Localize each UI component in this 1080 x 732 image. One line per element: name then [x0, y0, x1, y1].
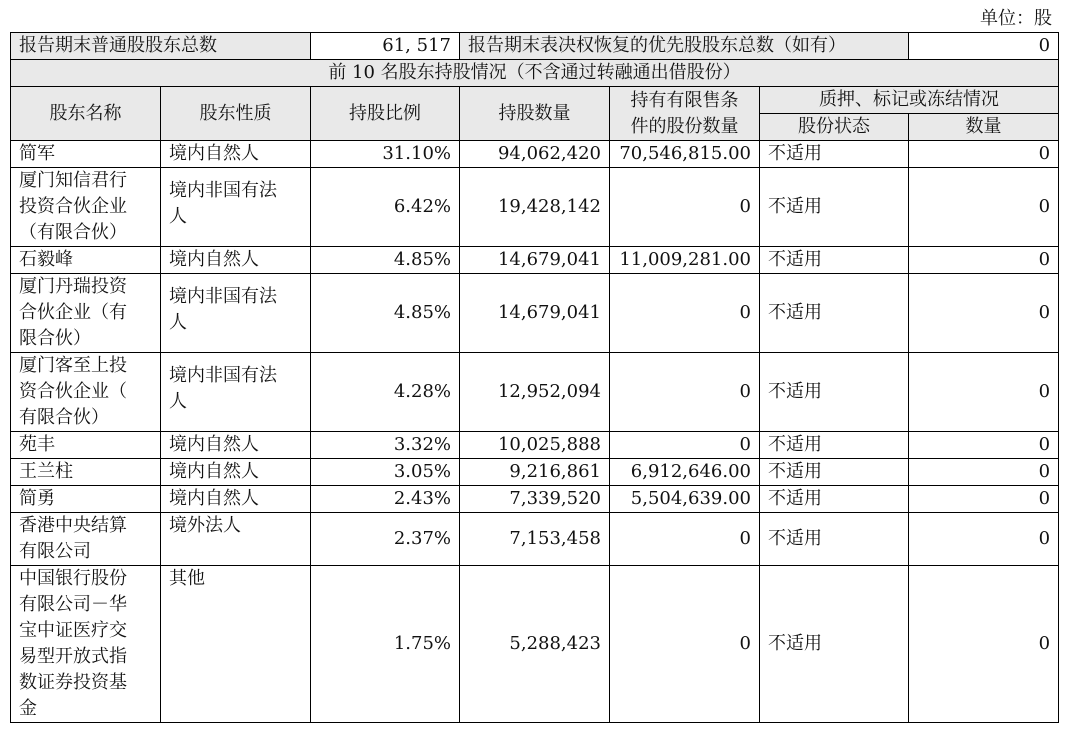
- cell-status: 不适用: [760, 353, 909, 432]
- cell-nature: 境内自然人: [161, 459, 311, 486]
- cell-quantity: 5,288,423: [460, 566, 610, 723]
- cell-ratio: 4.85%: [311, 247, 460, 274]
- cell-quantity: 12,952,094: [460, 353, 610, 432]
- header-share-status: 股份状态: [760, 114, 909, 141]
- cell-ratio: 31.10%: [311, 141, 460, 168]
- cell-restricted: 0: [610, 566, 760, 723]
- cell-nature: 境内非国有法 人: [161, 274, 311, 353]
- cell-ratio: 1.75%: [311, 566, 460, 723]
- cell-ratio: 4.85%: [311, 274, 460, 353]
- cell-nature: 境内自然人: [161, 486, 311, 513]
- cell-amount: 0: [909, 566, 1059, 723]
- cell-nature: 境内自然人: [161, 432, 311, 459]
- cell-name: 香港中央结算 有限公司: [11, 513, 161, 566]
- cell-quantity: 7,153,458: [460, 513, 610, 566]
- cell-restricted: 0: [610, 513, 760, 566]
- cell-nature: 境外法人: [161, 513, 311, 566]
- cell-status: 不适用: [760, 432, 909, 459]
- header-nature: 股东性质: [161, 87, 311, 141]
- cell-name: 苑丰: [11, 432, 161, 459]
- cell-status: 不适用: [760, 168, 909, 247]
- cell-ratio: 4.28%: [311, 353, 460, 432]
- cell-amount: 0: [909, 247, 1059, 274]
- header-row: [11, 87, 1059, 114]
- table-body: [11, 141, 1059, 723]
- table-row: [11, 274, 1059, 353]
- header-quantity: 持股数量: [460, 87, 610, 141]
- section-title: 前 10 名股东持股情况（不含通过转融通出借股份）: [11, 60, 1059, 87]
- cell-amount: 0: [909, 141, 1059, 168]
- cell-restricted: 5,504,639.00: [610, 486, 760, 513]
- cell-restricted: 70,546,815.00: [610, 141, 760, 168]
- cell-ratio: 2.43%: [311, 486, 460, 513]
- table-row: [11, 432, 1059, 459]
- preferred-shareholders-label: 报告期末表决权恢复的优先股股东总数（如有）: [460, 33, 909, 60]
- cell-status: 不适用: [760, 141, 909, 168]
- cell-nature: 其他: [161, 566, 311, 723]
- table-row: [11, 168, 1059, 247]
- common-shareholders-value: 61, 517: [311, 33, 460, 60]
- cell-quantity: 19,428,142: [460, 168, 610, 247]
- cell-restricted: 0: [610, 432, 760, 459]
- table-row: [11, 486, 1059, 513]
- unit-label: 单位：股: [980, 8, 1052, 29]
- table-row: [11, 513, 1059, 566]
- cell-status: 不适用: [760, 486, 909, 513]
- cell-status: 不适用: [760, 247, 909, 274]
- table-row: [11, 141, 1059, 168]
- cell-quantity: 9,216,861: [460, 459, 610, 486]
- cell-amount: 0: [909, 486, 1059, 513]
- section-title-row: [11, 60, 1059, 87]
- common-shareholders-label: 报告期末普通股股东总数: [11, 33, 311, 60]
- cell-ratio: 3.32%: [311, 432, 460, 459]
- cell-ratio: 2.37%: [311, 513, 460, 566]
- cell-amount: 0: [909, 432, 1059, 459]
- cell-nature: 境内非国有法 人: [161, 168, 311, 247]
- header-name: 股东名称: [11, 87, 161, 141]
- cell-status: 不适用: [760, 566, 909, 723]
- cell-name: 石毅峰: [11, 247, 161, 274]
- cell-ratio: 6.42%: [311, 168, 460, 247]
- cell-amount: 0: [909, 168, 1059, 247]
- cell-name: 厦门客至上投 资合伙企业（ 有限合伙）: [11, 353, 161, 432]
- header-amount: 数量: [909, 114, 1059, 141]
- cell-quantity: 7,339,520: [460, 486, 610, 513]
- table-row: [11, 247, 1059, 274]
- cell-name: 厦门丹瑞投资 合伙企业（有 限合伙）: [11, 274, 161, 353]
- cell-restricted: 0: [610, 353, 760, 432]
- header-ratio: 持股比例: [311, 87, 460, 141]
- cell-quantity: 14,679,041: [460, 247, 610, 274]
- cell-quantity: 94,062,420: [460, 141, 610, 168]
- header-restricted: 持有有限售条 件的股份数量: [610, 87, 760, 141]
- cell-restricted: 0: [610, 168, 760, 247]
- cell-nature: 境内非国有法 人: [161, 353, 311, 432]
- cell-amount: 0: [909, 274, 1059, 353]
- shareholder-table: [10, 32, 1059, 723]
- cell-status: 不适用: [760, 274, 909, 353]
- cell-ratio: 3.05%: [311, 459, 460, 486]
- cell-amount: 0: [909, 353, 1059, 432]
- cell-nature: 境内自然人: [161, 247, 311, 274]
- table-row: [11, 353, 1059, 432]
- cell-status: 不适用: [760, 459, 909, 486]
- cell-name: 简勇: [11, 486, 161, 513]
- cell-status: 不适用: [760, 513, 909, 566]
- cell-quantity: 10,025,888: [460, 432, 610, 459]
- cell-restricted: 6,912,646.00: [610, 459, 760, 486]
- cell-name: 简军: [11, 141, 161, 168]
- cell-amount: 0: [909, 459, 1059, 486]
- cell-name: 中国银行股份 有限公司－华 宝中证医疗交 易型开放式指 数证券投资基 金: [11, 566, 161, 723]
- header-pledge-group: 质押、标记或冻结情况: [760, 87, 1059, 114]
- table-row: [11, 459, 1059, 486]
- cell-name: 厦门知信君行 投资合伙企业 （有限合伙）: [11, 168, 161, 247]
- cell-name: 王兰柱: [11, 459, 161, 486]
- table-row: [11, 566, 1059, 723]
- cell-nature: 境内自然人: [161, 141, 311, 168]
- cell-amount: 0: [909, 513, 1059, 566]
- cell-quantity: 14,679,041: [460, 274, 610, 353]
- preferred-shareholders-value: 0: [909, 33, 1059, 60]
- cell-restricted: 11,009,281.00: [610, 247, 760, 274]
- summary-row: [11, 33, 1059, 60]
- cell-restricted: 0: [610, 274, 760, 353]
